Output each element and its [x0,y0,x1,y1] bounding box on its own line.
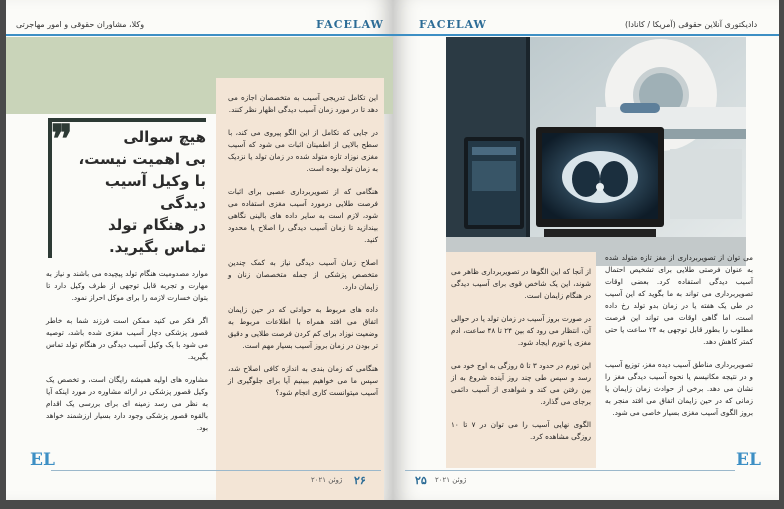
paragraph: داده های مربوط به حوادثی که در حین زایمان اتفاق می افتد همراه با اطلاعات مربوط به وضعیت نوزاد برای کم کردن فرصت طلایی و دقیق تر بودن در زمان بروز آسیب بسیار مهم است. [228,305,378,350]
paragraph: تصویربرداری مناطق آسیب دیده مغز، توزیع آسیب و در نتیجه مکانیسم یا نحوه آسیب دیدگی مغز را نشان می دهد. برخی از حوادث زمان زایمان یا زمانی که در حین زایمان اتفاق می افتد منجر به بروز الگوی آسیب مغزی بسیار خاصی می شود. [605,360,753,417]
paragraph: در جایی که تکامل از این الگو پیروی می کند، با سطح بالایی از اطمینان اثبات می شود که آسیب مغزی نوزاد تازه متولد شده در زمان تولد یا نزدیک به زمان تولد بوده است. [228,128,378,173]
left-outer-column [46,268,208,445]
right-header-title: دادیکتوری آنلاین حقوقی (آمریکا / کانادا) [625,20,758,29]
pull-quote [66,126,206,258]
left-page [6,0,393,500]
left-page-number: ۲۶ [354,474,366,487]
right-footer-rule [405,470,735,471]
paragraph: هنگامی که زمان بندی به اندازه کافی اصلاح شد، سپس ما می خواهیم ببینیم آیا برای جلوگیری از آسیب میتوانست کاری انجام شود؟ [228,364,378,397]
left-middle-column [228,92,378,410]
paragraph: هنگامی که از تصویربرداری عصبی برای اثبات فرصت طلایی درمورد آسیب مغزی استفاده می شود، لازم است به سایر داده های بالینی نگاهی بیندازید تا زمان آسیب دیدگی را اصلاح یا محدود کنید. [228,187,378,244]
quote-line: هیچ سوالی [123,128,206,146]
quote-line: با وکیل آسیب دیدگی [104,172,206,212]
right-issue-date: ژوئن ۲۰۲۱ [435,476,467,484]
left-header-rule [6,34,393,36]
paragraph: می توان از تصویربرداری از مغز تازه متولد شده به عنوان فرصتی طلایی برای تشخیص احتمال آسیب دیدگی استفاده کرد. بعضی اوقات تصویربرداری می تواند به ما بگوید که این آسیب در طی یک هفته یا در زمان بدو تولد رخ داده است، اما گاهی اوقات می تواند این فرصت مطلوب را بطور قابل توجهی به ۲۴ ساعت یا حتی کمتر کاهش دهد. [605,253,753,346]
ct-scanner-photo [446,37,746,266]
left-issue-date: ژوئن ۲۰۲۱ [311,476,343,484]
right-page [393,0,779,500]
right-outer-column [605,252,753,430]
right-page-number: ۲۵ [415,474,427,487]
paragraph: در صورت بروز آسیب در زمان تولد یا در حوالی آن، انتظار می رود که بین ۲۴ تا ۴۸ ساعت، ادم مغزی یا تورم ایجاد شود. [451,314,591,347]
quote-line: تماس بگیرید. [108,238,206,256]
right-brand: FACELAW [419,18,487,31]
el-logo-icon: EL [30,450,55,470]
left-header-title: وکلا، مشاوران حقوقی و امور مهاجرتی [16,20,145,29]
paragraph: مشاوره های اولیه همیشه رایگان است، و تخصص یک وکیل قصور پزشکی در ارائه مشاوره در مورد اینکه آیا به نظر می رسد زمینه ای برای بررسی یک اقدام بالقوه قصور پزشکی وجود دارد بسیار ارزشمند خواهد بود. [46,375,208,432]
paragraph: الگوی نهایی آسیب را می توان در ۷ تا ۱۰ روزگی مشاهده کرد. [451,420,591,441]
paragraph: از آنجا که این الگوها در تصویربرداری ظاهر می شوند، این یک شاخص قوی برای آسیب دیدگی در هنگام زایمان است. [451,267,591,300]
quote-line: در هنگام تولد [108,216,206,234]
quote-mark-icon: ❞ [51,116,73,163]
paragraph: این تورم در حدود ۳ تا ۵ روزگی به اوج خود می رسد و سپس طی چند روز آینده شروع به از بین رفتن می کند و شواهدی از آسیب دائمی برجای می گذارد. [451,361,591,406]
paragraph: اصلاح زمان آسیب دیدگی نیاز به کمک چندین متخصص پزشکی از جمله متخصصان زنان و زایمان دارد. [228,258,378,291]
right-header-rule [393,34,779,36]
paragraph: این تکامل تدریجی آسیب به متخصصان اجازه می دهد تا در مورد زمان آسیب دیدگی اظهار نظر کنند. [228,93,378,114]
ct-scanner-illustration [446,37,746,266]
quote-line: بی اهمیت نیست، [78,150,206,168]
left-brand: FACELAW [316,18,384,31]
right-middle-column [451,266,591,454]
el-logo-icon: EL [736,450,761,470]
left-footer-rule [51,470,381,471]
paragraph: اگر فکر می کنید ممکن است فرزند شما به خاطر قصور پزشکی دچار آسیب مغزی شده باشد، توصیه می شود با یک وکیل آسیب دیدگی در هنگام تولد تماس بگیرید. [46,316,208,361]
paragraph: موارد مصدومیت هنگام تولد پیچیده می باشند و نیاز به مهارت و تجربه قابل توجهی از طرف وکیل دارد تا بتوان خسارت لازمه را برای موکل احراز نمود. [46,269,208,302]
